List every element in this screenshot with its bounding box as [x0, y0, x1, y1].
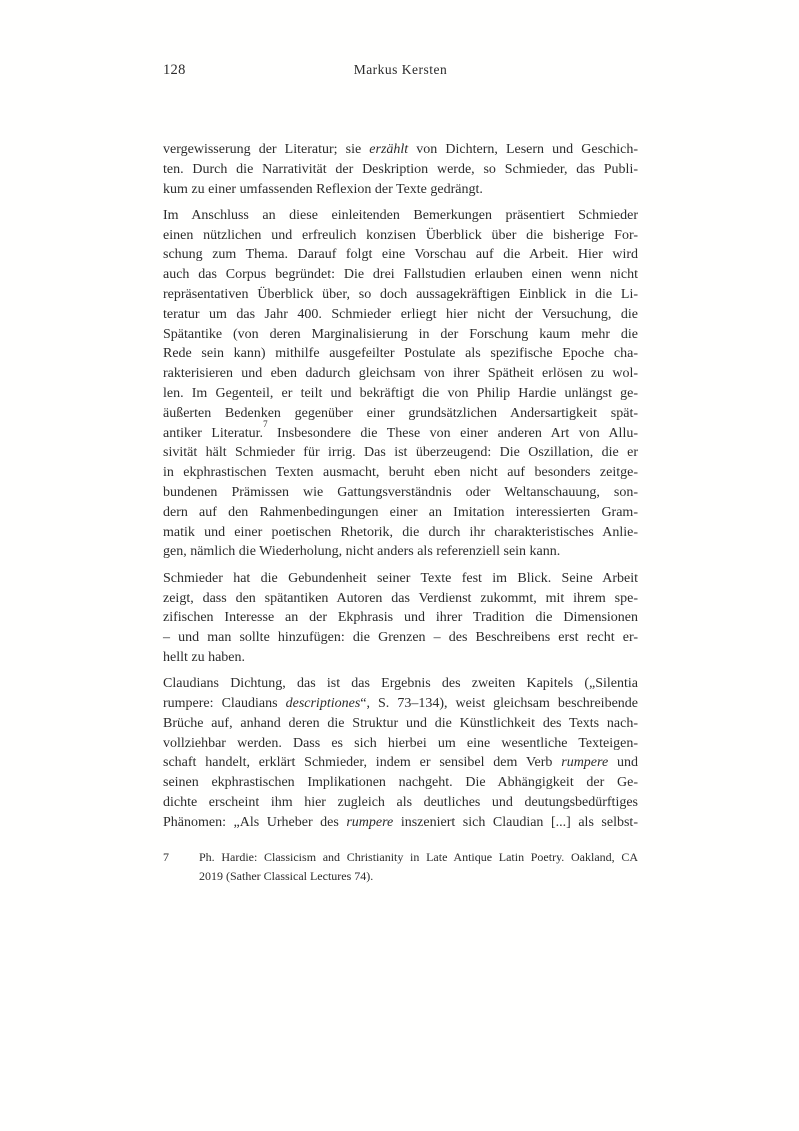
- text-line: [163, 773, 638, 793]
- text-line: [163, 569, 638, 589]
- text-segment: descriptiones: [285, 696, 361, 712]
- text-line: [163, 813, 638, 833]
- text-line: [163, 418, 639, 444]
- text-line: [163, 443, 638, 463]
- text-segment: Im Anschluss an diese einleitenden Bemerkungen präsentiert Schmieder: [163, 207, 638, 223]
- text-line: [163, 344, 638, 364]
- paragraph: [163, 206, 638, 562]
- text-line: [163, 206, 638, 226]
- text-segment: gen, nämlich die Wiederholung, nicht anders als referenziell sein kann.: [163, 544, 561, 560]
- text-line: [163, 734, 638, 754]
- text-segment: bundenen Prämissen wie Gattungsverständnis oder Weltanschauung, son-: [163, 485, 638, 501]
- text-segment: – und man sollte hinzufügen: die Grenzen – des Beschreibens erst recht er-: [163, 630, 638, 646]
- text-segment: und: [608, 755, 639, 771]
- footnote-line: Ph. Hardie: Classicism and Christianity in Late Antique Latin Poetry. Oakland, CA: [199, 850, 638, 864]
- text-segment: teratur um das Jahr 400. Schmieder erliegt hier nicht der Versuchung, die: [163, 306, 638, 322]
- page-number: 128: [163, 62, 186, 78]
- text-segment: Spätantike (von deren Marginalisierung in der Forschung kaum mehr die: [163, 326, 638, 342]
- running-head: Markus Kersten: [353, 62, 448, 77]
- text-segment: auch das Corpus begründet: Die drei Fallstudien erlauben einen wenn nicht: [163, 267, 638, 283]
- text-segment: “, S. 73–134), weist gleichsam beschreibende: [360, 696, 638, 712]
- text-line: [163, 694, 638, 714]
- text-segment: rumpere: [346, 814, 394, 830]
- text-line: [163, 793, 638, 813]
- text-segment: antiker Literatur.: [163, 425, 264, 441]
- text-segment: erzählt: [369, 142, 409, 157]
- text-segment: rumpere: Claudians: [163, 696, 286, 712]
- text-line: [163, 714, 638, 734]
- text-line: [163, 265, 638, 285]
- text-line: [163, 325, 638, 345]
- text-line: [163, 753, 638, 773]
- text-segment: inszeniert sich Claudian [...] als selbst-: [393, 814, 638, 830]
- text-segment: Schmieder hat die Gebundenheit seiner Texte fest im Blick. Seine Arbeit: [163, 570, 638, 586]
- text-line: [163, 245, 638, 265]
- text-line: [163, 608, 638, 628]
- page-header: [163, 62, 638, 82]
- text-segment: von Dichtern, Lesern und Geschich-: [408, 142, 638, 157]
- text-line: [163, 523, 638, 543]
- body-text: [163, 140, 638, 839]
- text-segment: dichte erscheint ihm hier zugleich als deutliches und deutungsbedürftiges: [163, 795, 638, 810]
- text-segment: einen nützlichen und erfreulich konzisen Überblick über die bisherige For-: [163, 227, 638, 243]
- paragraph: [163, 140, 638, 199]
- text-segment: zeigt, dass den spätantiken Autoren das Verdienst zukommt, mit ihrem spe-: [163, 590, 638, 606]
- text-segment: vollziehbar werden. Dass es sich hierbei um eine wesentliche Texteigen-: [163, 735, 638, 751]
- text-segment: Phänomen: „Als Urheber des: [163, 814, 347, 830]
- text-line: [163, 384, 638, 404]
- text-segment: zifischen Interesse an der Ekphrasis und ihrer Tradition die Dimensionen: [163, 610, 638, 626]
- text-segment: seinen ekphrastischen Implikationen nachgeht. Die Abhängigkeit der Ge-: [163, 775, 638, 791]
- text-line: [163, 285, 638, 305]
- text-line: [163, 404, 638, 424]
- text-segment: Insbesondere die These von einer anderen Art von Allu-: [267, 425, 639, 441]
- text-segment: repräsentativen Überblick über, so doch aussagekräftigen Einblick in die Li-: [163, 287, 638, 303]
- footnote-text: [199, 848, 638, 886]
- text-line: [163, 463, 638, 483]
- footnote-reference: 7: [263, 418, 268, 429]
- footnote: [163, 848, 638, 886]
- text-segment: äußerten Bedenken gegenüber einer grundsätzlichen Andersartigkeit spät-: [163, 405, 638, 421]
- text-segment: kum zu einer umfassenden Reflexion der Texte gedrängt.: [163, 181, 483, 197]
- text-line: [163, 483, 638, 503]
- text-line: [163, 226, 638, 246]
- text-segment: hellt zu haben.: [163, 649, 246, 665]
- text-line: [163, 648, 638, 668]
- text-segment: vergewisserung der Literatur; sie: [163, 142, 370, 157]
- text-line: [163, 542, 638, 562]
- text-segment: len. Im Gegenteil, er teilt und bekräftigt die von Philip Hardie unlängst ge-: [163, 386, 638, 402]
- text-line: [163, 140, 638, 160]
- text-segment: schaft handelt, erklärt Schmieder, indem er sensibel dem Verb: [163, 755, 562, 771]
- text-line: [163, 305, 638, 325]
- text-segment: sivität hält Schmieder für irrig. Das ist überzeugend: Die Oszillation, die er: [163, 445, 638, 461]
- text-line: [163, 589, 638, 609]
- text-segment: Rede sein kann) mithilfe ausgefeilter Postulate als spezifische Epoche cha-: [163, 346, 638, 362]
- paragraph: [163, 674, 638, 832]
- text-segment: in ekphrastischen Texten ausmacht, beruht eben nicht auf besonders zeitge-: [163, 465, 638, 481]
- text-line: [163, 160, 638, 180]
- text-line: [163, 674, 638, 694]
- text-segment: Brüche auf, anhand deren die Struktur und die Künstlichkeit des Texts nach-: [163, 715, 638, 731]
- text-line: [163, 180, 638, 200]
- text-line: [163, 503, 638, 523]
- text-segment: rakterisieren und eben dadurch gleichsam von ihrer Spätheit erlösen zu wol-: [163, 366, 638, 382]
- text-segment: dern auf den Rahmenbedingungen einer an Imitation interessierten Gram-: [163, 504, 638, 520]
- text-segment: schung zum Thema. Darauf folgt eine Vorschau auf die Arbeit. Hier wird: [163, 247, 638, 263]
- text-line: [163, 364, 638, 384]
- text-segment: matik und einer poetischen Rhetorik, die durch ihr charakteristisches Anlie-: [163, 524, 638, 540]
- text-segment: Claudians Dichtung, das ist das Ergebnis des zweiten Kapitels („Silentia: [163, 676, 638, 692]
- text-segment: rumpere: [561, 755, 609, 771]
- footnote-line: 2019 (Sather Classical Lectures 74).: [199, 869, 374, 883]
- text-line: [163, 628, 638, 648]
- footnote-marker: 7: [163, 850, 169, 864]
- text-segment: ten. Durch die Narrativität der Deskription werde, so Schmieder, das Publi-: [163, 161, 638, 177]
- paragraph: [163, 569, 638, 668]
